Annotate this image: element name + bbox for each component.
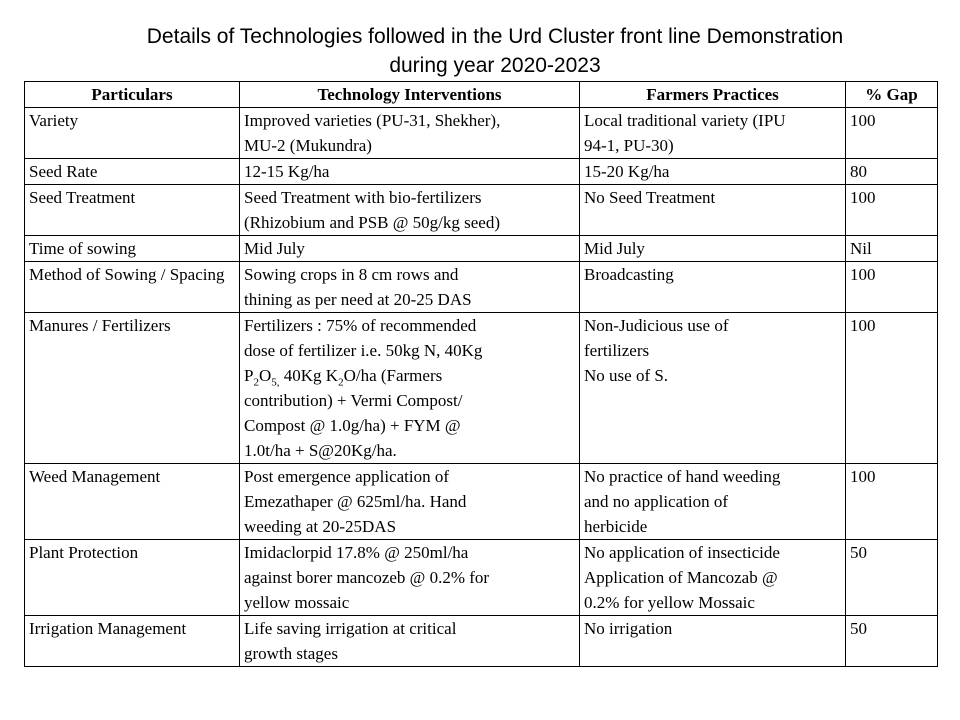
cell-line: growth stages: [244, 644, 338, 663]
cell-line: Sowing crops in 8 cm rows and: [244, 265, 459, 284]
formula-text: O: [258, 366, 272, 385]
cell-line: No application of insecticide: [584, 543, 780, 562]
cell-line: and no application of: [584, 492, 728, 511]
cell-line: herbicide: [584, 517, 648, 536]
cell-farmers: [580, 236, 846, 262]
table-row: [25, 464, 938, 540]
header-gap: % Gap: [846, 82, 938, 108]
cell-gap: 100: [846, 185, 938, 236]
cell-gap: 100: [846, 108, 938, 159]
cell-line: 12-15 Kg/ha: [244, 162, 330, 181]
cell-gap: Nil: [846, 236, 938, 262]
cell-line-formula: [244, 363, 575, 388]
cell-line: Mid July: [244, 239, 305, 258]
cell-technology: [240, 262, 580, 313]
cell-technology: [240, 108, 580, 159]
formula-text: O/ha (Farmers: [343, 366, 443, 385]
cell-farmers: [580, 108, 846, 159]
cell-line: weeding at 20-25DAS: [244, 517, 397, 536]
cell-technology: [240, 159, 580, 185]
formula-subscript: 5,: [271, 376, 280, 389]
cell-particular: Time of sowing: [25, 236, 240, 262]
cell-line: Compost @ 1.0g/ha) + FYM @: [244, 416, 461, 435]
cell-particular: Manures / Fertilizers: [25, 313, 240, 464]
cell-line: 0.2% for yellow Mossaic: [584, 593, 755, 612]
cell-gap: 50: [846, 616, 938, 667]
formula-subscript: 2: [253, 376, 259, 389]
cell-line: Life saving irrigation at critical: [244, 619, 457, 638]
title-line-1: Details of Technologies followed in the Urd Cluster front line Demonstration: [146, 25, 844, 48]
cell-line: Imidaclorpid 17.8% @ 250ml/ha: [244, 543, 469, 562]
cell-line: 94-1, PU-30): [584, 136, 674, 155]
cell-line: Mid July: [584, 239, 645, 258]
cell-farmers: [580, 616, 846, 667]
cell-line: Local traditional variety (IPU: [584, 111, 786, 130]
cell-farmers: [580, 262, 846, 313]
cell-line: against borer mancozeb @ 0.2% for: [244, 568, 490, 587]
title-line-2: during year 2020-2023: [389, 54, 601, 77]
cell-line: Emezathaper @ 625ml/ha. Hand: [244, 492, 467, 511]
cell-technology: [240, 540, 580, 616]
cell-farmers: [580, 540, 846, 616]
technology-table: [24, 81, 938, 667]
cell-line: dose of fertilizer i.e. 50kg N, 40Kg: [244, 341, 483, 360]
cell-line: No use of S.: [584, 366, 669, 385]
cell-particular: Seed Treatment: [25, 185, 240, 236]
cell-farmers: [580, 464, 846, 540]
table-row: [25, 616, 938, 667]
cell-particular: Irrigation Management: [25, 616, 240, 667]
cell-farmers: [580, 313, 846, 464]
table-row: [25, 236, 938, 262]
cell-particular: Method of Sowing / Spacing: [25, 262, 240, 313]
cell-line: (Rhizobium and PSB @ 50g/kg seed): [244, 213, 501, 232]
cell-line: thining as per need at 20-25 DAS: [244, 290, 472, 309]
cell-line: Seed Treatment with bio-fertilizers: [244, 188, 482, 207]
cell-line: 15-20 Kg/ha: [584, 162, 670, 181]
cell-technology: [240, 185, 580, 236]
cell-line: Fertilizers : 75% of recommended: [244, 316, 477, 335]
cell-line: Broadcasting: [584, 265, 674, 284]
header-technology: Technology Interventions: [240, 82, 580, 108]
cell-line: Non-Judicious use of: [584, 316, 729, 335]
table-row: [25, 108, 938, 159]
formula-text: P: [244, 366, 254, 385]
cell-gap: 50: [846, 540, 938, 616]
cell-particular: Variety: [25, 108, 240, 159]
header-farmers: Farmers Practices: [580, 82, 846, 108]
formula-subscript: 2: [338, 376, 344, 389]
cell-gap: 80: [846, 159, 938, 185]
cell-line: contribution) + Vermi Compost/: [244, 391, 463, 410]
cell-line: Improved varieties (PU-31, Shekher),: [244, 111, 501, 130]
table-row: [25, 313, 938, 464]
cell-gap: 100: [846, 464, 938, 540]
cell-technology: [240, 464, 580, 540]
cell-particular: Plant Protection: [25, 540, 240, 616]
table-row: [25, 159, 938, 185]
cell-line: No Seed Treatment: [584, 188, 716, 207]
cell-technology: [240, 313, 580, 464]
cell-line: fertilizers: [584, 341, 650, 360]
cell-particular: Seed Rate: [25, 159, 240, 185]
cell-farmers: [580, 159, 846, 185]
cell-gap: 100: [846, 313, 938, 464]
table-header-row: [25, 82, 938, 108]
cell-technology: [240, 236, 580, 262]
cell-line: MU-2 (Mukundra): [244, 136, 372, 155]
page-title: [0, 22, 960, 80]
cell-farmers: [580, 185, 846, 236]
cell-technology: [240, 616, 580, 667]
cell-line: Application of Mancozab @: [584, 568, 778, 587]
cell-line: yellow mossaic: [244, 593, 350, 612]
table-row: [25, 185, 938, 236]
cell-line: Post emergence application of: [244, 467, 450, 486]
formula-text: 40Kg K: [279, 366, 339, 385]
cell-particular: Weed Management: [25, 464, 240, 540]
cell-line: No irrigation: [584, 619, 673, 638]
cell-gap: 100: [846, 262, 938, 313]
cell-line: No practice of hand weeding: [584, 467, 781, 486]
cell-line: 1.0t/ha + S@20Kg/ha.: [244, 441, 397, 460]
table-row: [25, 262, 938, 313]
table-row: [25, 540, 938, 616]
header-particulars: Particulars: [25, 82, 240, 108]
